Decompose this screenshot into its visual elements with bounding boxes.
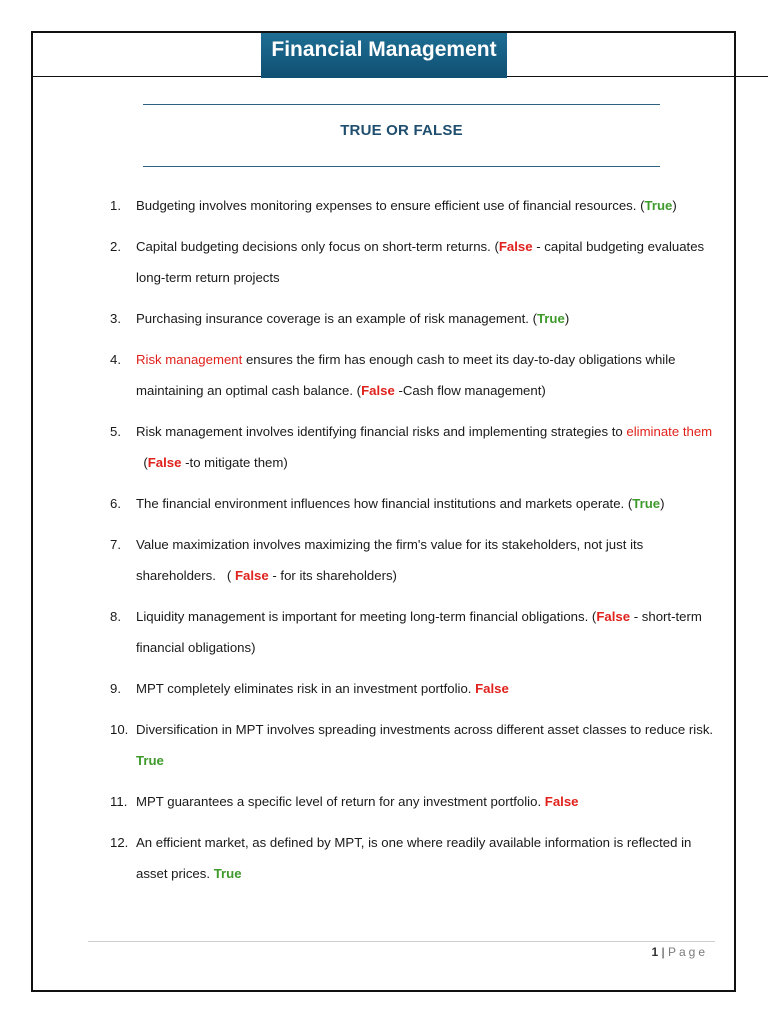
- highlighted-term: Risk management: [136, 352, 243, 367]
- footer-rule: [88, 941, 715, 942]
- question-text: An efficient market, as defined by MPT, is one where readily available information is reflected in asset prices.: [136, 835, 692, 881]
- question-list: [110, 190, 715, 899]
- question-number: 10.: [110, 722, 129, 737]
- question-text: Purchasing insurance coverage is an example of risk management. (: [136, 311, 537, 326]
- answer-false: False: [234, 568, 269, 583]
- question-number: 11.: [110, 794, 128, 809]
- section-rule-top: [143, 104, 660, 105]
- section-title: TRUE OR FALSE: [340, 122, 463, 139]
- question-text: Value maximization involves maximizing the firm's value for its stakeholders, not just its shareholders. (: [136, 537, 647, 583]
- question-item: [110, 488, 715, 519]
- answer-false: False: [596, 609, 631, 624]
- question-text: ensures the firm has enough cash to meet its day-to-day obligations while maintaining an optimal cash balance. (: [136, 352, 676, 398]
- question-item: [110, 827, 715, 889]
- question-mid: (: [136, 455, 148, 470]
- question-item: [110, 673, 715, 704]
- question-number: 4.: [110, 352, 121, 367]
- question-number: 2.: [110, 239, 121, 254]
- question-number: 6.: [110, 496, 121, 511]
- question-text: Diversification in MPT involves spreading investments across different asset classes to reduce risk.: [136, 722, 714, 737]
- question-tail: - capital budgeting evaluates long-term return projects: [136, 239, 705, 285]
- question-tail: - short-term financial obligations): [136, 609, 702, 655]
- question-number: 9.: [110, 681, 121, 696]
- question-number: 12.: [110, 835, 129, 850]
- question-tail: ): [564, 311, 570, 326]
- answer-false: False: [498, 239, 533, 254]
- question-text: Budgeting involves monitoring expenses to ensure efficient use of financial resources. (: [136, 198, 645, 213]
- header-banner: [261, 33, 507, 78]
- question-item: [110, 303, 715, 334]
- answer-true: True: [213, 866, 242, 881]
- question-text: Liquidity management is important for meeting long-term financial obligations. (: [136, 609, 597, 624]
- page-label: Page: [667, 945, 708, 959]
- question-item: [110, 529, 715, 591]
- question-tail: ): [672, 198, 677, 213]
- question-item: [110, 416, 715, 478]
- question-number: 5.: [110, 424, 121, 439]
- question-tail: - for its shareholders): [268, 568, 397, 583]
- page-footer: [651, 945, 708, 959]
- question-text: MPT completely eliminates risk in an investment portfolio.: [136, 681, 476, 696]
- question-text: Risk management involves identifying financial risks and implementing strategies to: [136, 424, 627, 439]
- header-title: Financial Management: [271, 38, 497, 61]
- answer-false: False: [147, 455, 182, 470]
- question-item: [110, 601, 715, 663]
- question-number: 3.: [110, 311, 121, 326]
- question-number: 1.: [110, 198, 121, 213]
- question-item: [110, 714, 715, 776]
- question-text: Capital budgeting decisions only focus on short-term returns. (: [136, 239, 499, 254]
- answer-true: True: [632, 496, 661, 511]
- question-tail: -Cash flow management): [394, 383, 546, 398]
- page-number: 1: [651, 945, 659, 959]
- answer-true: True: [136, 753, 164, 768]
- question-item: [110, 786, 715, 817]
- section-rule-bottom: [143, 166, 660, 167]
- question-tail: -to mitigate them): [181, 455, 288, 470]
- answer-true: True: [644, 198, 673, 213]
- answer-false: False: [544, 794, 579, 809]
- question-number: 8.: [110, 609, 121, 624]
- question-item: [110, 190, 715, 221]
- highlighted-term: eliminate them: [626, 424, 713, 439]
- question-text: MPT guarantees a specific level of return for any investment portfolio.: [136, 794, 545, 809]
- answer-false: False: [475, 681, 509, 696]
- question-text: The financial environment influences how financial institutions and markets operate. (: [136, 496, 633, 511]
- page-separator: |: [661, 945, 665, 959]
- answer-false: False: [361, 383, 395, 398]
- question-number: 7.: [110, 537, 121, 552]
- question-item: [110, 231, 715, 293]
- question-item: [110, 344, 715, 406]
- question-tail: ): [660, 496, 665, 511]
- answer-true: True: [536, 311, 565, 326]
